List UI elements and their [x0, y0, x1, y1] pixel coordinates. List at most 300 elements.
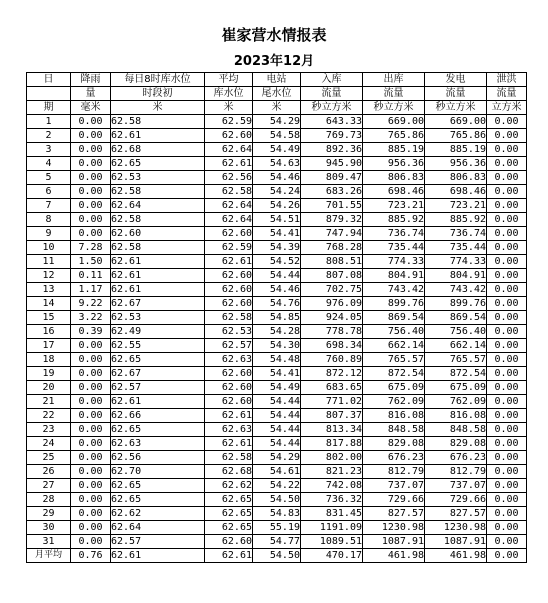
cell-flood-flow: 0.00: [487, 409, 527, 423]
cell-power-flow: 869.54: [425, 311, 487, 325]
table-row: [27, 129, 527, 143]
table-row: [27, 409, 527, 423]
cell-flood-flow: 0.00: [487, 465, 527, 479]
table-row: [27, 381, 527, 395]
cell-inflow: 817.88: [301, 437, 363, 451]
cell-outflow: 675.09: [363, 381, 425, 395]
cell-rainfall: 7.28: [71, 241, 111, 255]
cell-daily-level: 62.68: [111, 143, 205, 157]
cell-tail-level: 54.39: [253, 241, 301, 255]
cell-day: 21: [27, 395, 71, 409]
cell-power-flow: 774.33: [425, 255, 487, 269]
cell-inflow: 701.55: [301, 199, 363, 213]
cell-daily-level: 62.66: [111, 409, 205, 423]
cell-tail-level: 54.41: [253, 227, 301, 241]
cell-rainfall: 0.00: [71, 381, 111, 395]
cell-day: 1: [27, 115, 71, 129]
cell-rainfall: 0.00: [71, 367, 111, 381]
cell-power-flow: 736.74: [425, 227, 487, 241]
cell-tail-level: 54.50: [253, 493, 301, 507]
header-row-1: [27, 73, 527, 87]
avg-outflow: 461.98: [363, 549, 425, 563]
cell-avg-level: 62.59: [205, 115, 253, 129]
cell-avg-level: 62.58: [205, 311, 253, 325]
cell-outflow: 848.58: [363, 423, 425, 437]
cell-daily-level: 62.53: [111, 311, 205, 325]
cell-tail-level: 54.49: [253, 143, 301, 157]
table-row: [27, 353, 527, 367]
cell-flood-flow: 0.00: [487, 367, 527, 381]
avg-flood-flow: 0.00: [487, 549, 527, 563]
cell-outflow: 774.33: [363, 255, 425, 269]
cell-power-flow: 737.07: [425, 479, 487, 493]
cell-rainfall: 3.22: [71, 311, 111, 325]
table-row: [27, 283, 527, 297]
cell-tail-level: 54.44: [253, 437, 301, 451]
header-power-3: 秒立方米: [425, 101, 487, 115]
cell-day: 28: [27, 493, 71, 507]
cell-tail-level: 54.58: [253, 129, 301, 143]
cell-inflow: 643.33: [301, 115, 363, 129]
cell-power-flow: 848.58: [425, 423, 487, 437]
cell-outflow: 885.92: [363, 213, 425, 227]
cell-outflow: 804.91: [363, 269, 425, 283]
cell-power-flow: 1230.98: [425, 521, 487, 535]
cell-day: 19: [27, 367, 71, 381]
cell-avg-level: 62.60: [205, 283, 253, 297]
cell-daily-level: 62.67: [111, 367, 205, 381]
cell-outflow: 885.19: [363, 143, 425, 157]
cell-day: 29: [27, 507, 71, 521]
cell-power-flow: 762.09: [425, 395, 487, 409]
cell-daily-level: 62.55: [111, 339, 205, 353]
cell-rainfall: 9.22: [71, 297, 111, 311]
cell-avg-level: 62.63: [205, 353, 253, 367]
cell-avg-level: 62.61: [205, 409, 253, 423]
avg-avg-level: 62.61: [205, 549, 253, 563]
cell-avg-level: 62.65: [205, 521, 253, 535]
cell-rainfall: 0.00: [71, 227, 111, 241]
cell-avg-level: 62.60: [205, 227, 253, 241]
cell-daily-level: 62.61: [111, 269, 205, 283]
cell-flood-flow: 0.00: [487, 437, 527, 451]
header-daily-level: 每日8时库水位: [111, 73, 205, 87]
cell-rainfall: 0.00: [71, 129, 111, 143]
cell-day: 6: [27, 185, 71, 199]
cell-avg-level: 62.61: [205, 437, 253, 451]
header-inflow-3: 秒立方米: [301, 101, 363, 115]
header-rainfall-3: 毫米: [71, 101, 111, 115]
header-power: 发电: [425, 73, 487, 87]
table-row: [27, 241, 527, 255]
cell-flood-flow: 0.00: [487, 129, 527, 143]
cell-inflow: 821.23: [301, 465, 363, 479]
cell-tail-level: 54.46: [253, 283, 301, 297]
table-row: [27, 199, 527, 213]
cell-rainfall: 0.00: [71, 339, 111, 353]
cell-power-flow: 743.42: [425, 283, 487, 297]
cell-inflow: 807.08: [301, 269, 363, 283]
cell-tail-level: 54.26: [253, 199, 301, 213]
cell-tail-level: 54.29: [253, 115, 301, 129]
cell-flood-flow: 0.00: [487, 423, 527, 437]
header-outflow-2: 流量: [363, 87, 425, 101]
header-row-2: [27, 87, 527, 101]
cell-tail-level: 54.52: [253, 255, 301, 269]
cell-outflow: 765.86: [363, 129, 425, 143]
cell-outflow: 676.23: [363, 451, 425, 465]
cell-power-flow: 723.21: [425, 199, 487, 213]
table-body: [27, 115, 527, 563]
table-row: [27, 269, 527, 283]
cell-rainfall: 0.00: [71, 521, 111, 535]
header-station-3: 米: [253, 101, 301, 115]
cell-daily-level: 62.61: [111, 395, 205, 409]
cell-daily-level: 62.64: [111, 199, 205, 213]
cell-avg-level: 62.61: [205, 157, 253, 171]
cell-daily-level: 62.57: [111, 535, 205, 549]
cell-outflow: 698.46: [363, 185, 425, 199]
header-inflow: 入库: [301, 73, 363, 87]
cell-power-flow: 956.36: [425, 157, 487, 171]
cell-flood-flow: 0.00: [487, 143, 527, 157]
cell-daily-level: 62.61: [111, 283, 205, 297]
cell-rainfall: 0.00: [71, 535, 111, 549]
cell-daily-level: 62.58: [111, 185, 205, 199]
avg-power-flow: 461.98: [425, 549, 487, 563]
cell-avg-level: 62.65: [205, 507, 253, 521]
table-row: [27, 395, 527, 409]
cell-power-flow: 816.08: [425, 409, 487, 423]
header-daily-level-3: 米: [111, 101, 205, 115]
cell-tail-level: 54.61: [253, 465, 301, 479]
cell-avg-level: 62.58: [205, 185, 253, 199]
cell-tail-level: 54.29: [253, 451, 301, 465]
cell-day: 7: [27, 199, 71, 213]
avg-daily-level: 62.61: [111, 549, 205, 563]
cell-flood-flow: 0.00: [487, 395, 527, 409]
cell-power-flow: 765.86: [425, 129, 487, 143]
header-inflow-2: 流量: [301, 87, 363, 101]
cell-inflow: 807.37: [301, 409, 363, 423]
cell-outflow: 806.83: [363, 171, 425, 185]
report-subtitle: 2023年12月: [233, 54, 315, 69]
cell-tail-level: 54.48: [253, 353, 301, 367]
cell-tail-level: 54.44: [253, 409, 301, 423]
table-row: [27, 171, 527, 185]
cell-day: 26: [27, 465, 71, 479]
cell-power-flow: 675.09: [425, 381, 487, 395]
cell-avg-level: 62.60: [205, 395, 253, 409]
cell-flood-flow: 0.00: [487, 507, 527, 521]
cell-tail-level: 54.22: [253, 479, 301, 493]
cell-daily-level: 62.61: [111, 255, 205, 269]
cell-inflow: 924.05: [301, 311, 363, 325]
cell-day: 9: [27, 227, 71, 241]
cell-rainfall: 0.00: [71, 465, 111, 479]
header-outflow: 出库: [363, 73, 425, 87]
header-station: 电站: [253, 73, 301, 87]
cell-inflow: 945.90: [301, 157, 363, 171]
header-flood-2: 流量: [487, 87, 527, 101]
header-rainfall: 降雨: [71, 73, 111, 87]
cell-inflow: 747.94: [301, 227, 363, 241]
cell-flood-flow: 0.00: [487, 535, 527, 549]
table-row: [27, 479, 527, 493]
cell-daily-level: 62.58: [111, 241, 205, 255]
cell-daily-level: 62.60: [111, 227, 205, 241]
cell-inflow: 760.89: [301, 353, 363, 367]
cell-tail-level: 54.77: [253, 535, 301, 549]
header-rainfall-2: 量: [71, 87, 111, 101]
table-row: [27, 325, 527, 339]
cell-daily-level: 62.53: [111, 171, 205, 185]
cell-inflow: 808.51: [301, 255, 363, 269]
cell-inflow: 778.78: [301, 325, 363, 339]
cell-avg-level: 62.68: [205, 465, 253, 479]
cell-power-flow: 756.40: [425, 325, 487, 339]
table-row: [27, 157, 527, 171]
cell-rainfall: 0.00: [71, 185, 111, 199]
cell-power-flow: 735.44: [425, 241, 487, 255]
cell-day: 12: [27, 269, 71, 283]
table-row: [27, 367, 527, 381]
cell-flood-flow: 0.00: [487, 157, 527, 171]
cell-day: 16: [27, 325, 71, 339]
table-row: [27, 521, 527, 535]
cell-avg-level: 62.58: [205, 451, 253, 465]
cell-flood-flow: 0.00: [487, 297, 527, 311]
cell-avg-level: 62.60: [205, 269, 253, 283]
table-row: [27, 535, 527, 549]
cell-power-flow: 872.54: [425, 367, 487, 381]
cell-daily-level: 62.49: [111, 325, 205, 339]
cell-power-flow: 765.57: [425, 353, 487, 367]
cell-tail-level: 54.28: [253, 325, 301, 339]
cell-power-flow: 812.79: [425, 465, 487, 479]
avg-rainfall: 0.76: [71, 549, 111, 563]
header-day-3: 期: [27, 101, 71, 115]
cell-tail-level: 54.41: [253, 367, 301, 381]
cell-daily-level: 62.58: [111, 115, 205, 129]
cell-inflow: 769.73: [301, 129, 363, 143]
cell-inflow: 768.28: [301, 241, 363, 255]
avg-day: 月平均: [27, 549, 71, 563]
cell-outflow: 899.76: [363, 297, 425, 311]
cell-flood-flow: 0.00: [487, 227, 527, 241]
cell-tail-level: 54.44: [253, 423, 301, 437]
cell-rainfall: 0.00: [71, 157, 111, 171]
cell-avg-level: 62.62: [205, 479, 253, 493]
cell-day: 15: [27, 311, 71, 325]
cell-inflow: 892.36: [301, 143, 363, 157]
cell-rainfall: 1.50: [71, 255, 111, 269]
header-avg: 平均: [205, 73, 253, 87]
cell-outflow: 762.09: [363, 395, 425, 409]
cell-avg-level: 62.60: [205, 381, 253, 395]
cell-day: 18: [27, 353, 71, 367]
cell-daily-level: 62.65: [111, 157, 205, 171]
cell-outflow: 765.57: [363, 353, 425, 367]
cell-outflow: 956.36: [363, 157, 425, 171]
table-row: [27, 437, 527, 451]
table-row: [27, 115, 527, 129]
cell-day: 4: [27, 157, 71, 171]
cell-tail-level: 54.44: [253, 269, 301, 283]
cell-avg-level: 62.64: [205, 213, 253, 227]
cell-inflow: 683.26: [301, 185, 363, 199]
cell-power-flow: 899.76: [425, 297, 487, 311]
cell-avg-level: 62.64: [205, 143, 253, 157]
cell-inflow: 872.12: [301, 367, 363, 381]
cell-avg-level: 62.59: [205, 241, 253, 255]
cell-outflow: 812.79: [363, 465, 425, 479]
table-row: [27, 339, 527, 353]
cell-tail-level: 54.46: [253, 171, 301, 185]
cell-power-flow: 885.19: [425, 143, 487, 157]
cell-flood-flow: 0.00: [487, 185, 527, 199]
header-avg-2: 库水位: [205, 87, 253, 101]
cell-power-flow: 827.57: [425, 507, 487, 521]
cell-outflow: 872.54: [363, 367, 425, 381]
table-row: [27, 493, 527, 507]
cell-tail-level: 54.76: [253, 297, 301, 311]
cell-outflow: 756.40: [363, 325, 425, 339]
cell-daily-level: 62.61: [111, 129, 205, 143]
cell-day: 11: [27, 255, 71, 269]
cell-daily-level: 62.57: [111, 381, 205, 395]
cell-avg-level: 62.60: [205, 367, 253, 381]
cell-rainfall: 0.00: [71, 395, 111, 409]
cell-inflow: 879.32: [301, 213, 363, 227]
table-row: [27, 465, 527, 479]
cell-daily-level: 62.65: [111, 479, 205, 493]
cell-power-flow: 1087.91: [425, 535, 487, 549]
cell-flood-flow: 0.00: [487, 213, 527, 227]
cell-flood-flow: 0.00: [487, 115, 527, 129]
cell-day: 22: [27, 409, 71, 423]
cell-inflow: 802.00: [301, 451, 363, 465]
cell-avg-level: 62.64: [205, 199, 253, 213]
avg-tail-level: 54.50: [253, 549, 301, 563]
header-row-3: [27, 101, 527, 115]
header-day-2: [27, 87, 71, 101]
cell-flood-flow: 0.00: [487, 353, 527, 367]
cell-inflow: 1089.51: [301, 535, 363, 549]
cell-tail-level: 54.83: [253, 507, 301, 521]
cell-flood-flow: 0.00: [487, 521, 527, 535]
cell-outflow: 736.74: [363, 227, 425, 241]
cell-flood-flow: 0.00: [487, 451, 527, 465]
cell-rainfall: 0.00: [71, 493, 111, 507]
cell-outflow: 737.07: [363, 479, 425, 493]
table-row: [27, 507, 527, 521]
cell-daily-level: 62.56: [111, 451, 205, 465]
cell-daily-level: 62.62: [111, 507, 205, 521]
header-outflow-3: 秒立方米: [363, 101, 425, 115]
cell-rainfall: 0.11: [71, 269, 111, 283]
cell-flood-flow: 0.00: [487, 269, 527, 283]
cell-outflow: 662.14: [363, 339, 425, 353]
cell-power-flow: 662.14: [425, 339, 487, 353]
cell-daily-level: 62.70: [111, 465, 205, 479]
cell-rainfall: 0.00: [71, 213, 111, 227]
cell-flood-flow: 0.00: [487, 255, 527, 269]
cell-rainfall: 0.00: [71, 409, 111, 423]
hydrology-table: [26, 72, 527, 563]
cell-power-flow: 806.83: [425, 171, 487, 185]
cell-rainfall: 0.00: [71, 143, 111, 157]
cell-rainfall: 0.00: [71, 423, 111, 437]
cell-daily-level: 62.58: [111, 213, 205, 227]
cell-inflow: 831.45: [301, 507, 363, 521]
cell-outflow: 669.00: [363, 115, 425, 129]
cell-power-flow: 729.66: [425, 493, 487, 507]
header-power-2: 流量: [425, 87, 487, 101]
cell-day: 17: [27, 339, 71, 353]
cell-rainfall: 1.17: [71, 283, 111, 297]
cell-inflow: 683.65: [301, 381, 363, 395]
cell-inflow: 813.34: [301, 423, 363, 437]
cell-flood-flow: 0.00: [487, 381, 527, 395]
cell-day: 30: [27, 521, 71, 535]
cell-outflow: 1087.91: [363, 535, 425, 549]
cell-tail-level: 54.30: [253, 339, 301, 353]
header-day: 日: [27, 73, 71, 87]
cell-avg-level: 62.63: [205, 423, 253, 437]
cell-avg-level: 62.60: [205, 297, 253, 311]
cell-avg-level: 62.57: [205, 339, 253, 353]
cell-inflow: 698.34: [301, 339, 363, 353]
cell-inflow: 976.09: [301, 297, 363, 311]
cell-outflow: 827.57: [363, 507, 425, 521]
cell-flood-flow: 0.00: [487, 283, 527, 297]
report-title: 崔家营水情报表: [221, 26, 327, 44]
header-flood: 泄洪: [487, 73, 527, 87]
cell-inflow: 809.47: [301, 171, 363, 185]
cell-avg-level: 62.61: [205, 255, 253, 269]
cell-flood-flow: 0.00: [487, 241, 527, 255]
cell-power-flow: 676.23: [425, 451, 487, 465]
cell-day: 14: [27, 297, 71, 311]
cell-daily-level: 62.65: [111, 493, 205, 507]
cell-day: 27: [27, 479, 71, 493]
cell-daily-level: 62.64: [111, 521, 205, 535]
cell-day: 24: [27, 437, 71, 451]
cell-day: 23: [27, 423, 71, 437]
cell-flood-flow: 0.00: [487, 479, 527, 493]
cell-outflow: 869.54: [363, 311, 425, 325]
table-row: [27, 297, 527, 311]
cell-tail-level: 54.63: [253, 157, 301, 171]
cell-inflow: 771.02: [301, 395, 363, 409]
cell-day: 2: [27, 129, 71, 143]
cell-power-flow: 885.92: [425, 213, 487, 227]
table-row: [27, 311, 527, 325]
cell-power-flow: 804.91: [425, 269, 487, 283]
cell-rainfall: 0.00: [71, 437, 111, 451]
cell-flood-flow: 0.00: [487, 493, 527, 507]
cell-day: 10: [27, 241, 71, 255]
table-row: [27, 185, 527, 199]
cell-inflow: 1191.09: [301, 521, 363, 535]
header-daily-level-2: 时段初: [111, 87, 205, 101]
cell-flood-flow: 0.00: [487, 339, 527, 353]
header-station-2: 尾水位: [253, 87, 301, 101]
cell-outflow: 1230.98: [363, 521, 425, 535]
cell-rainfall: 0.39: [71, 325, 111, 339]
cell-outflow: 729.66: [363, 493, 425, 507]
